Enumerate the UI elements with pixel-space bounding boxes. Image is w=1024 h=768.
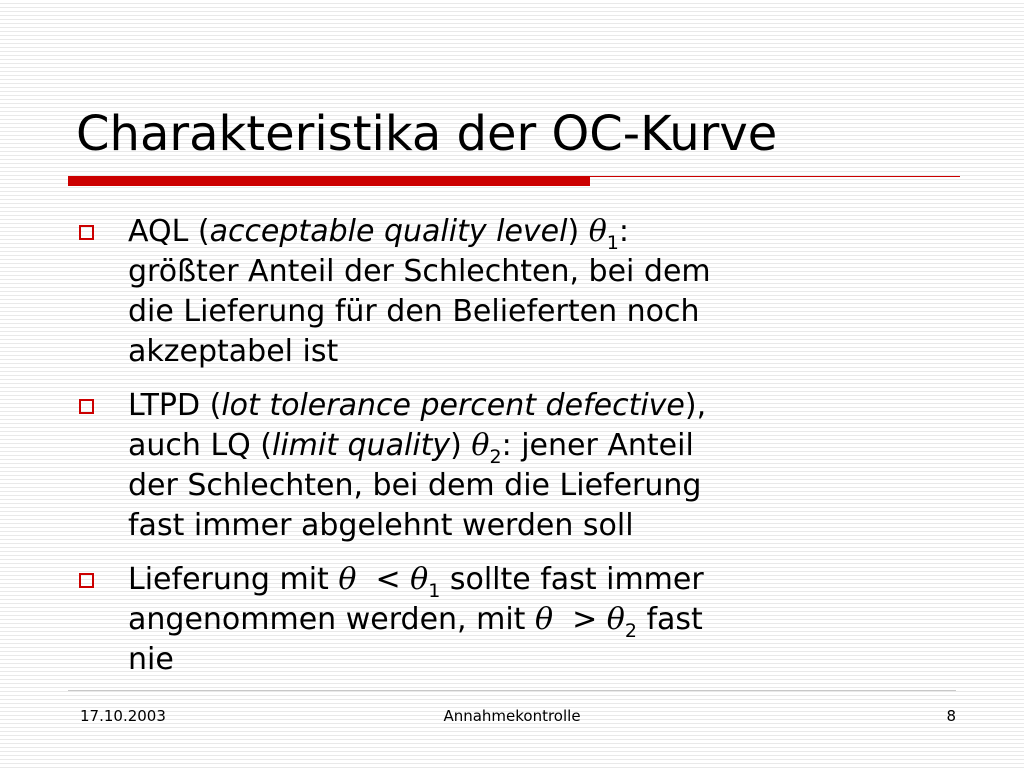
hollow-square-bullet-icon: [79, 573, 94, 588]
bullet-line: der Schlechten, bei dem die Lieferung: [128, 468, 702, 503]
bullet-line: akzeptabel ist: [128, 334, 339, 369]
bullet-line: LTPD (lot tolerance percent defective),: [128, 388, 707, 423]
subscript: 1: [606, 232, 619, 254]
slide-title: Charakteristika der OC-Kurve: [76, 106, 778, 162]
theta-symbol: θ: [606, 602, 625, 637]
bullet-line: größter Anteil der Schlechten, bei dem: [128, 254, 711, 289]
bullet-item-lieferung: [76, 560, 956, 680]
bullet-line: fast immer abgelehnt werden soll: [128, 508, 634, 543]
theta-symbol: θ: [534, 602, 554, 637]
bullet-item-ltpd: [76, 386, 956, 546]
subscript: 1: [428, 580, 441, 602]
bullet-line: Lieferung mit $\theta < \theta_1$ sollte fast immer: [128, 562, 704, 602]
bullet-list: [76, 212, 956, 694]
term-italic: limit quality: [272, 428, 451, 463]
bullet-line: AQL (acceptable quality level) $\theta_1$:: [128, 214, 629, 254]
footer-divider: [68, 690, 956, 691]
title-underline-thin: [590, 176, 960, 177]
theta-symbol: θ: [338, 562, 357, 597]
title-underline-thick: [68, 176, 590, 186]
hollow-square-bullet-icon: [79, 225, 94, 240]
bullet-line: auch LQ (limit quality) $\theta_2$: jener Anteil: [128, 428, 694, 468]
hollow-square-bullet-icon: [79, 399, 94, 414]
page-number: 8: [946, 707, 956, 725]
bullet-line: angenommen werden, mit $\theta > \theta_2$ fast: [128, 602, 703, 642]
bullet-line: nie: [128, 642, 174, 677]
bullet-line: die Lieferung für den Belieferten noch: [128, 294, 700, 329]
footer-date: 17.10.2003: [80, 707, 166, 725]
theta-symbol: θ: [410, 562, 429, 597]
term-italic: acceptable quality level: [209, 214, 568, 249]
subscript: 2: [489, 446, 502, 468]
term-italic: lot tolerance percent defective: [221, 388, 685, 423]
footer-title: Annahmekontrolle: [443, 707, 581, 725]
bullet-item-aql: [76, 212, 956, 372]
theta-symbol: θ: [588, 214, 607, 249]
theta-symbol: θ: [471, 428, 490, 463]
subscript: 2: [624, 620, 637, 642]
